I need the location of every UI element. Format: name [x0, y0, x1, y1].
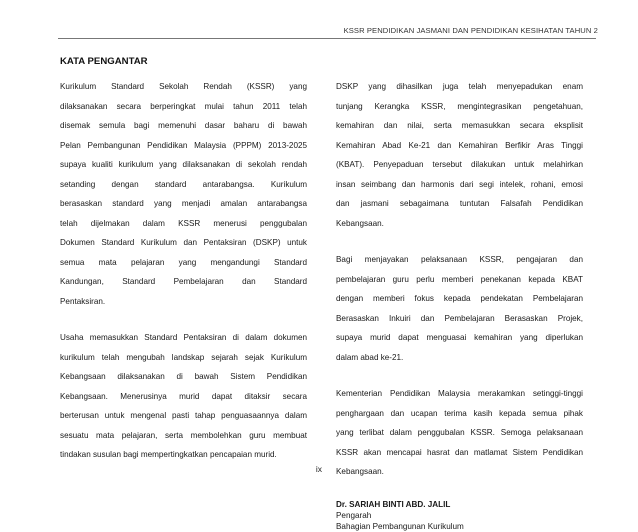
text-line: insan seimbang dan harmonis dari segi intelek, rohani, emosi	[336, 179, 583, 189]
text-line: sesuatu mata pelajaran, serta membolehkan guru membuat	[60, 430, 307, 440]
text-line: Kebangsaan.	[336, 467, 384, 476]
paragraph	[60, 328, 307, 465]
running-header: KSSR PENDIDIKAN JASMANI DAN PENDIDIKAN KESIHATAN TAHUN 2	[343, 26, 598, 35]
text-line: disemak semula bagi memenuhi dasar baharu di bawah	[60, 121, 307, 130]
text-line: supaya kualiti kurikulum yang dilaksanakan di sekolah rendah	[60, 160, 307, 169]
header-rule	[58, 38, 596, 39]
text-line: berterusan untuk mengenal pasti tahap penguasaannya dalam	[60, 411, 307, 420]
paragraph	[60, 77, 307, 311]
text-line: yang terlibat dalam penggubalan KSSR. Semoga pelaksanaan	[336, 428, 583, 437]
text-line: telah dijelmakan dalam KSSR menerusi penggubalan	[60, 218, 307, 228]
text-line: Pentaksiran.	[60, 296, 106, 306]
text-line: setanding dengan standard antarabangsa. Kurikulum	[60, 179, 307, 189]
page-number: ix	[315, 464, 323, 474]
text-line: Kebangsaan dilaksanakan di bawah Sistem Pendidikan	[60, 372, 307, 381]
paragraph	[336, 250, 583, 367]
signature-block	[336, 499, 583, 532]
text-line: Bagi menjayakan pelaksanaan KSSR, pengajaran dan	[336, 255, 583, 264]
text-line: tunjang Kerangka KSSR, mengintegrasikan pengetahuan,	[336, 101, 583, 111]
text-line: semua mata pelajaran yang mengandungi Standard	[60, 257, 307, 267]
text-line: dan jasmani sebagaimana tuntutan Falsafah Pendidikan	[336, 199, 583, 208]
text-line: pembelajaran guru perlu memberi penekanan kepada KBAT	[336, 274, 583, 284]
text-line: Berasaskan Inkuiri dan Pembelajaran Berasaskan Projek,	[336, 313, 583, 323]
text-line: dengan memberi fokus kepada pendekatan Pembelajaran	[336, 294, 583, 303]
text-line: KSSR akan mencapai hasrat dan matlamat Sistem Pendidikan	[336, 447, 583, 457]
text-line: supaya murid dapat menguasai kemahiran yang diperlukan	[336, 333, 583, 342]
text-line: Usaha memasukkan Standard Pentaksiran di dalam dokumen	[60, 333, 307, 342]
text-line: DSKP yang dihasilkan juga telah menyepadukan enam	[336, 82, 583, 91]
text-line: Kebangsaan.	[336, 218, 384, 228]
text-line: dilaksanakan secara berperingkat mulai tahun 2011 telah	[60, 101, 307, 111]
text-line: dalam abad ke-21.	[336, 352, 404, 362]
text-line: tindakan susulan bagi mempertingkatkan pencapaian murid.	[60, 450, 277, 459]
signatory-name: Dr. SARIAH BINTI ABD. JALIL	[336, 499, 451, 509]
signatory-department: Bahagian Pembangunan Kurikulum	[336, 521, 464, 531]
text-line: Dokumen Standard Kurikulum dan Pentaksiran (DSKP) untuk	[60, 238, 307, 247]
left-column	[60, 77, 307, 482]
text-line: berasaskan standard yang menjadi amalan antarabangsa	[60, 199, 307, 208]
text-line: penghargaan dan ucapan terima kasih kepada semua pihak	[336, 408, 583, 418]
text-line: Kemahiran Abad Ke-21 dan Kemahiran Berfikir Aras Tinggi	[336, 140, 583, 150]
text-line: Kandungan, Standard Pembelajaran dan Standard	[60, 277, 307, 286]
text-line: Kurikulum Standard Sekolah Rendah (KSSR) yang	[60, 82, 307, 91]
text-line: Kebangsaan. Menerusinya murid dapat ditaksir secara	[60, 391, 307, 401]
text-line: Pelan Pembangunan Pendidikan Malaysia (PPPM) 2013-2025	[60, 140, 307, 150]
section-title: KATA PENGANTAR	[60, 56, 148, 67]
text-line: kemahiran dan nilai, serta memasukkan secara eksplisit	[336, 121, 583, 130]
text-line: Kementerian Pendidikan Malaysia merakamkan setinggi-tinggi	[336, 389, 583, 398]
signatory-role: Pengarah	[336, 510, 372, 520]
paragraph	[336, 77, 583, 233]
text-line: kurikulum telah mengubah landskap sejarah sejak Kurikulum	[60, 352, 307, 362]
text-line: (KBAT). Penyepaduan tersebut dilakukan untuk melahirkan	[336, 160, 583, 169]
